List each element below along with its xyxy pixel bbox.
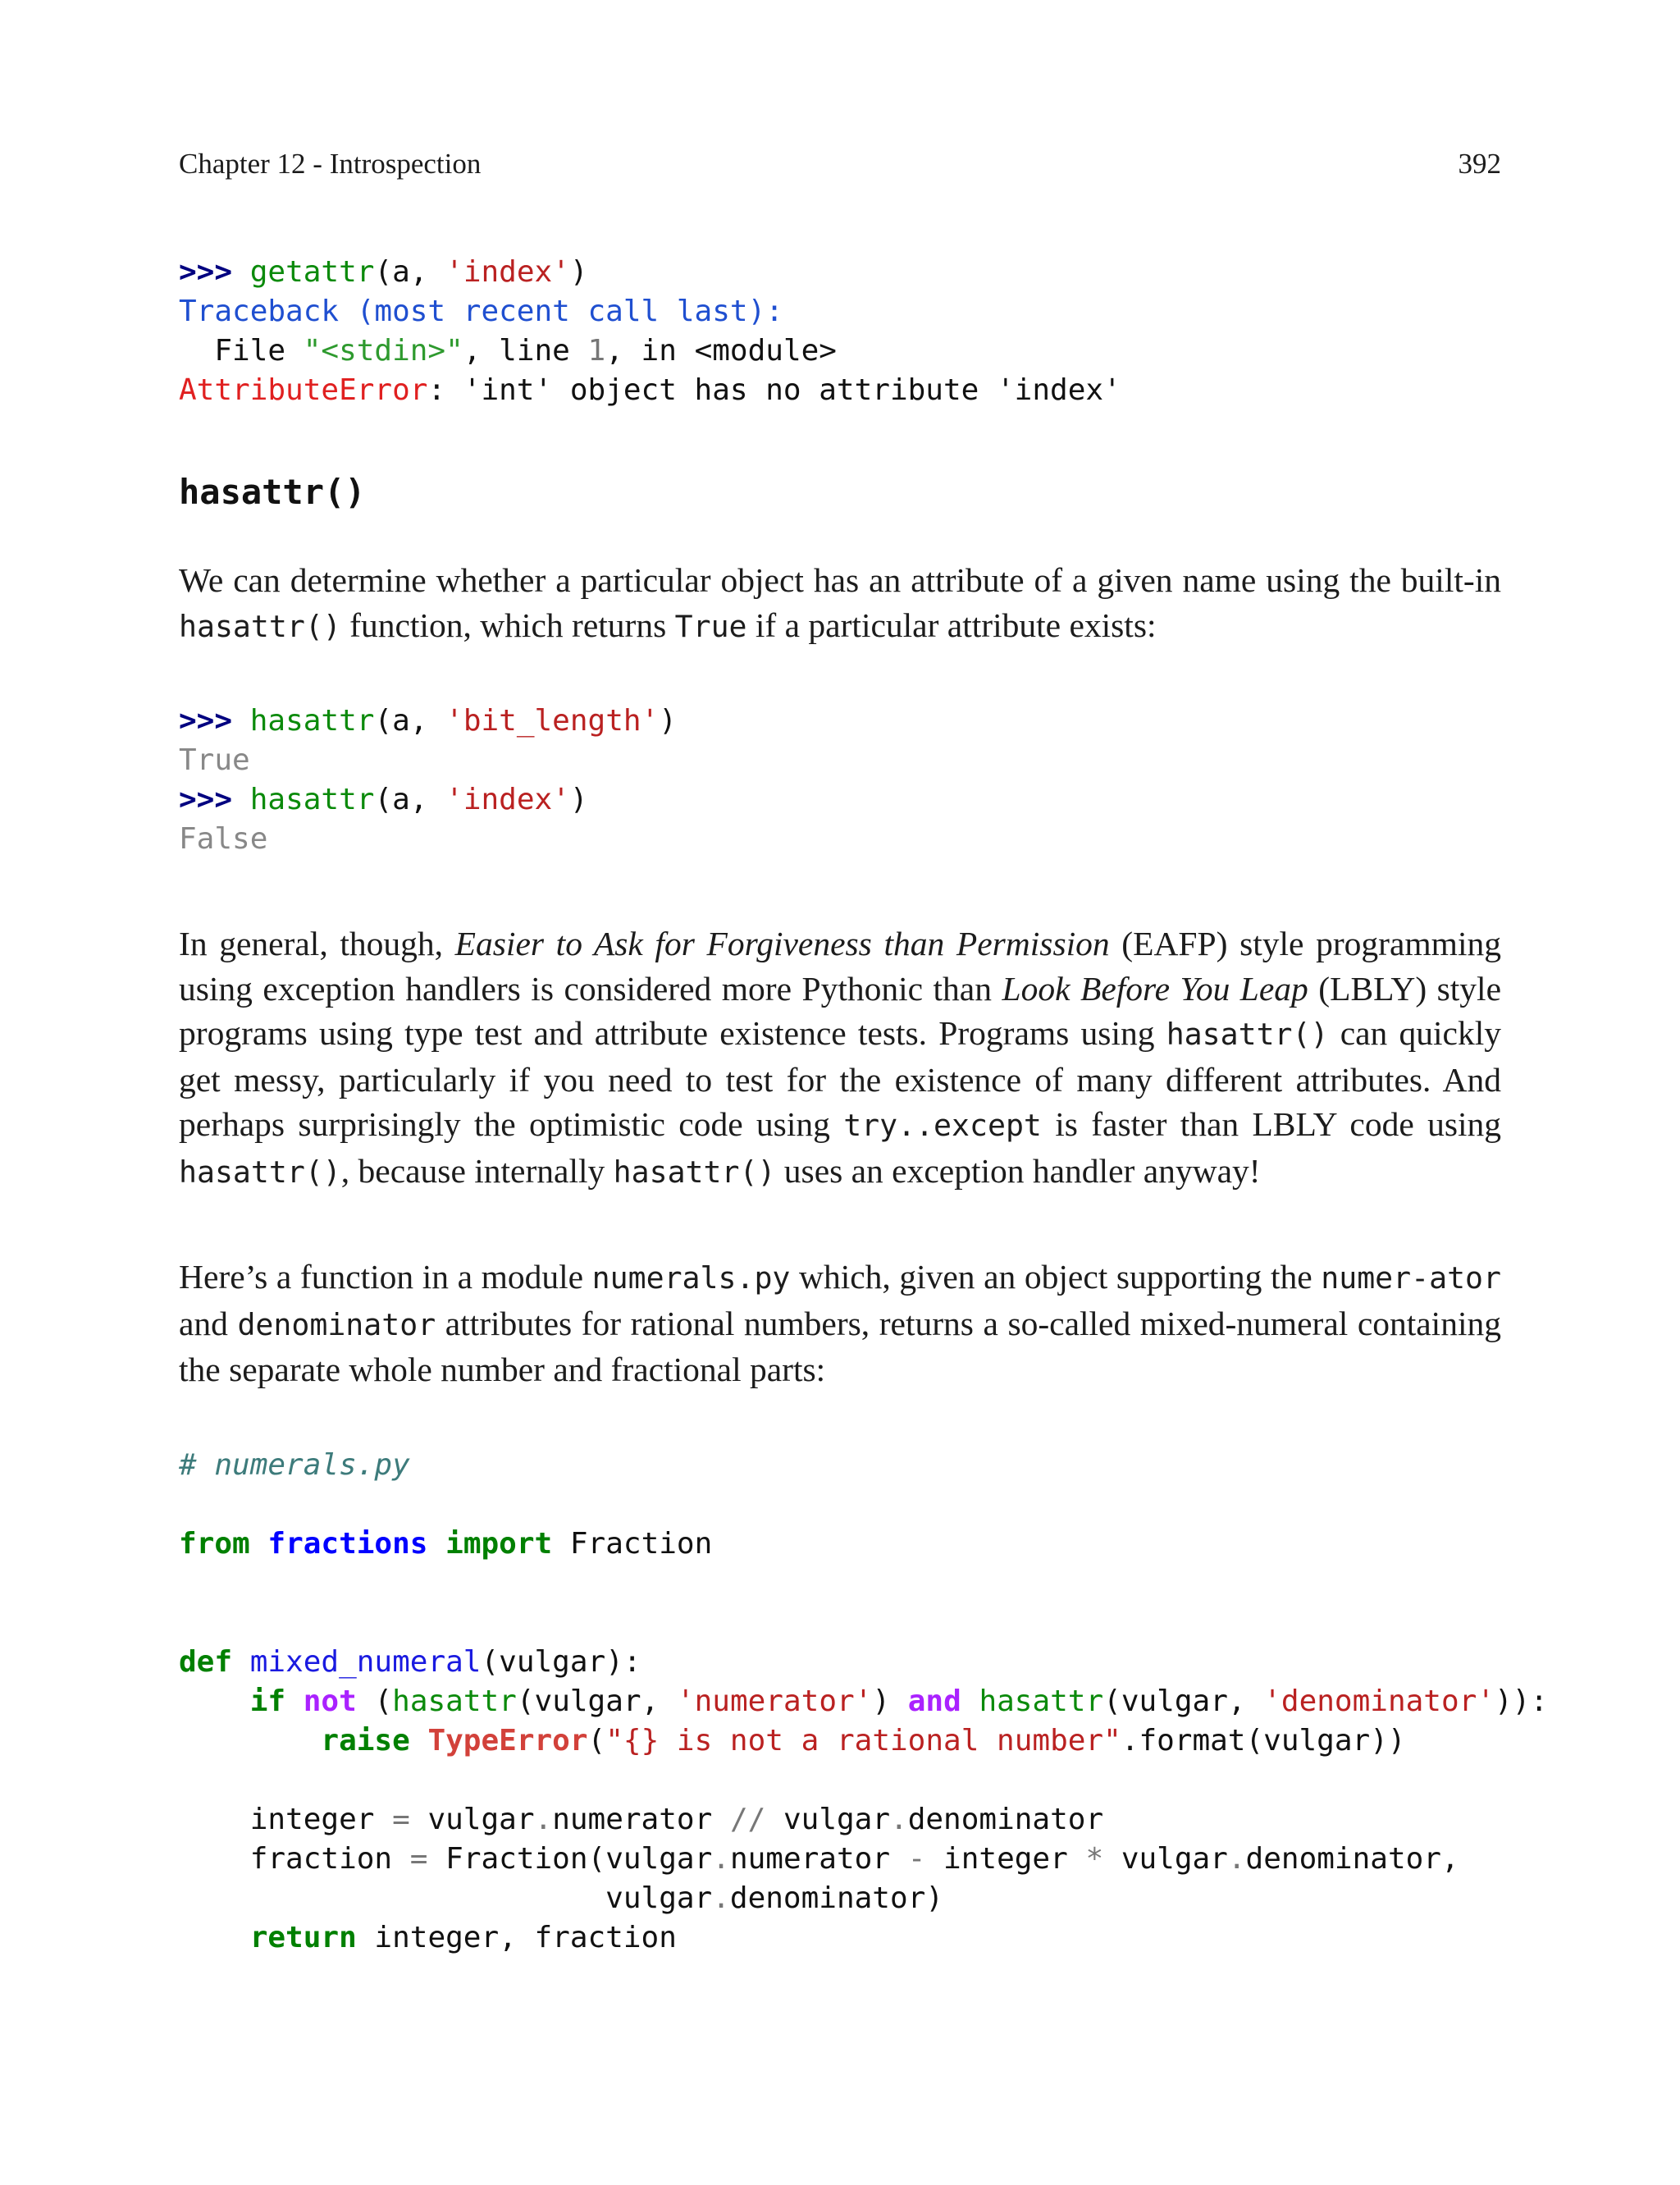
code-line: False (179, 822, 268, 856)
code-line: >>> hasattr(a, 'index') (179, 783, 588, 816)
code-line: def mixed_numeral(vulgar): (179, 1645, 641, 1679)
code-line: >>> getattr(a, 'index') (179, 255, 588, 289)
paragraph-eafp: In general, though, Easier to Ask for Forgiveness than Permission (EAFP) style programming using exception handlers is considered more Pythonic than Look Before You Leap (LBLY) style programs using type test and attribute existence tests. Programs using hasattr() can quickly get messy, particularly if you need to test for the existence of many different attributes. And perhaps surprisingly the optimistic code using try..except is faster than LBLY code using hasattr(), because internally hasattr() uses an exception handler anyway! (179, 925, 1502, 1190)
chapter-header: Chapter 12 - Introspection (179, 148, 482, 180)
code-line: True (179, 743, 250, 777)
repl-prompt: >>> (179, 783, 233, 816)
paragraph-hasattr-intro: We can determine whether a particular object has an attribute of a given name using the built-in hasattr() function, which returns True if a particular attribute exists: (179, 561, 1501, 644)
paragraph-numerals: Here’s a function in a module numerals.py which, given an object supporting the numer-ator and denominator attributes for rational numbers, returns a so-called mixed-numeral containing the separate whole number and fractional parts: (179, 1258, 1501, 1388)
code-line: AttributeError: 'int' object has no attribute 'index' (179, 373, 1121, 407)
code-line (179, 1603, 1548, 1643)
code-line: >>> hasattr(a, 'bit_length') (179, 704, 677, 738)
code-block-numerals (179, 1446, 1548, 1958)
repl-prompt: >>> (179, 255, 233, 289)
code-block-hasattr (179, 702, 677, 859)
code-line (179, 1485, 1548, 1524)
code-line (179, 1564, 1548, 1603)
code-line: Traceback (most recent call last): (179, 295, 783, 328)
code-line: File "<stdin>", line 1, in <module> (179, 334, 837, 368)
code-line: from fractions import Fraction (179, 1527, 713, 1561)
page-number: 392 (1458, 148, 1501, 180)
code-line: fraction = Fraction(vulgar.numerator - integer * vulgar.denominator, (249, 1842, 1459, 1876)
code-line (179, 1761, 1548, 1800)
code-line: return integer, fraction (249, 1921, 677, 1954)
code-line: # numerals.py (179, 1448, 410, 1482)
section-heading: hasattr() (179, 472, 366, 512)
code-line: vulgar.denominator) (605, 1881, 943, 1915)
repl-prompt: >>> (179, 704, 233, 738)
code-line: if not (hasattr(vulgar, 'numerator') and hasattr(vulgar, 'denominator')): (249, 1684, 1549, 1718)
code-line: raise TypeError("{} is not a rational number".format(vulgar)) (321, 1724, 1406, 1758)
code-block-getattr (179, 253, 1121, 410)
code-line: integer = vulgar.numerator // vulgar.denominator (249, 1803, 1104, 1836)
